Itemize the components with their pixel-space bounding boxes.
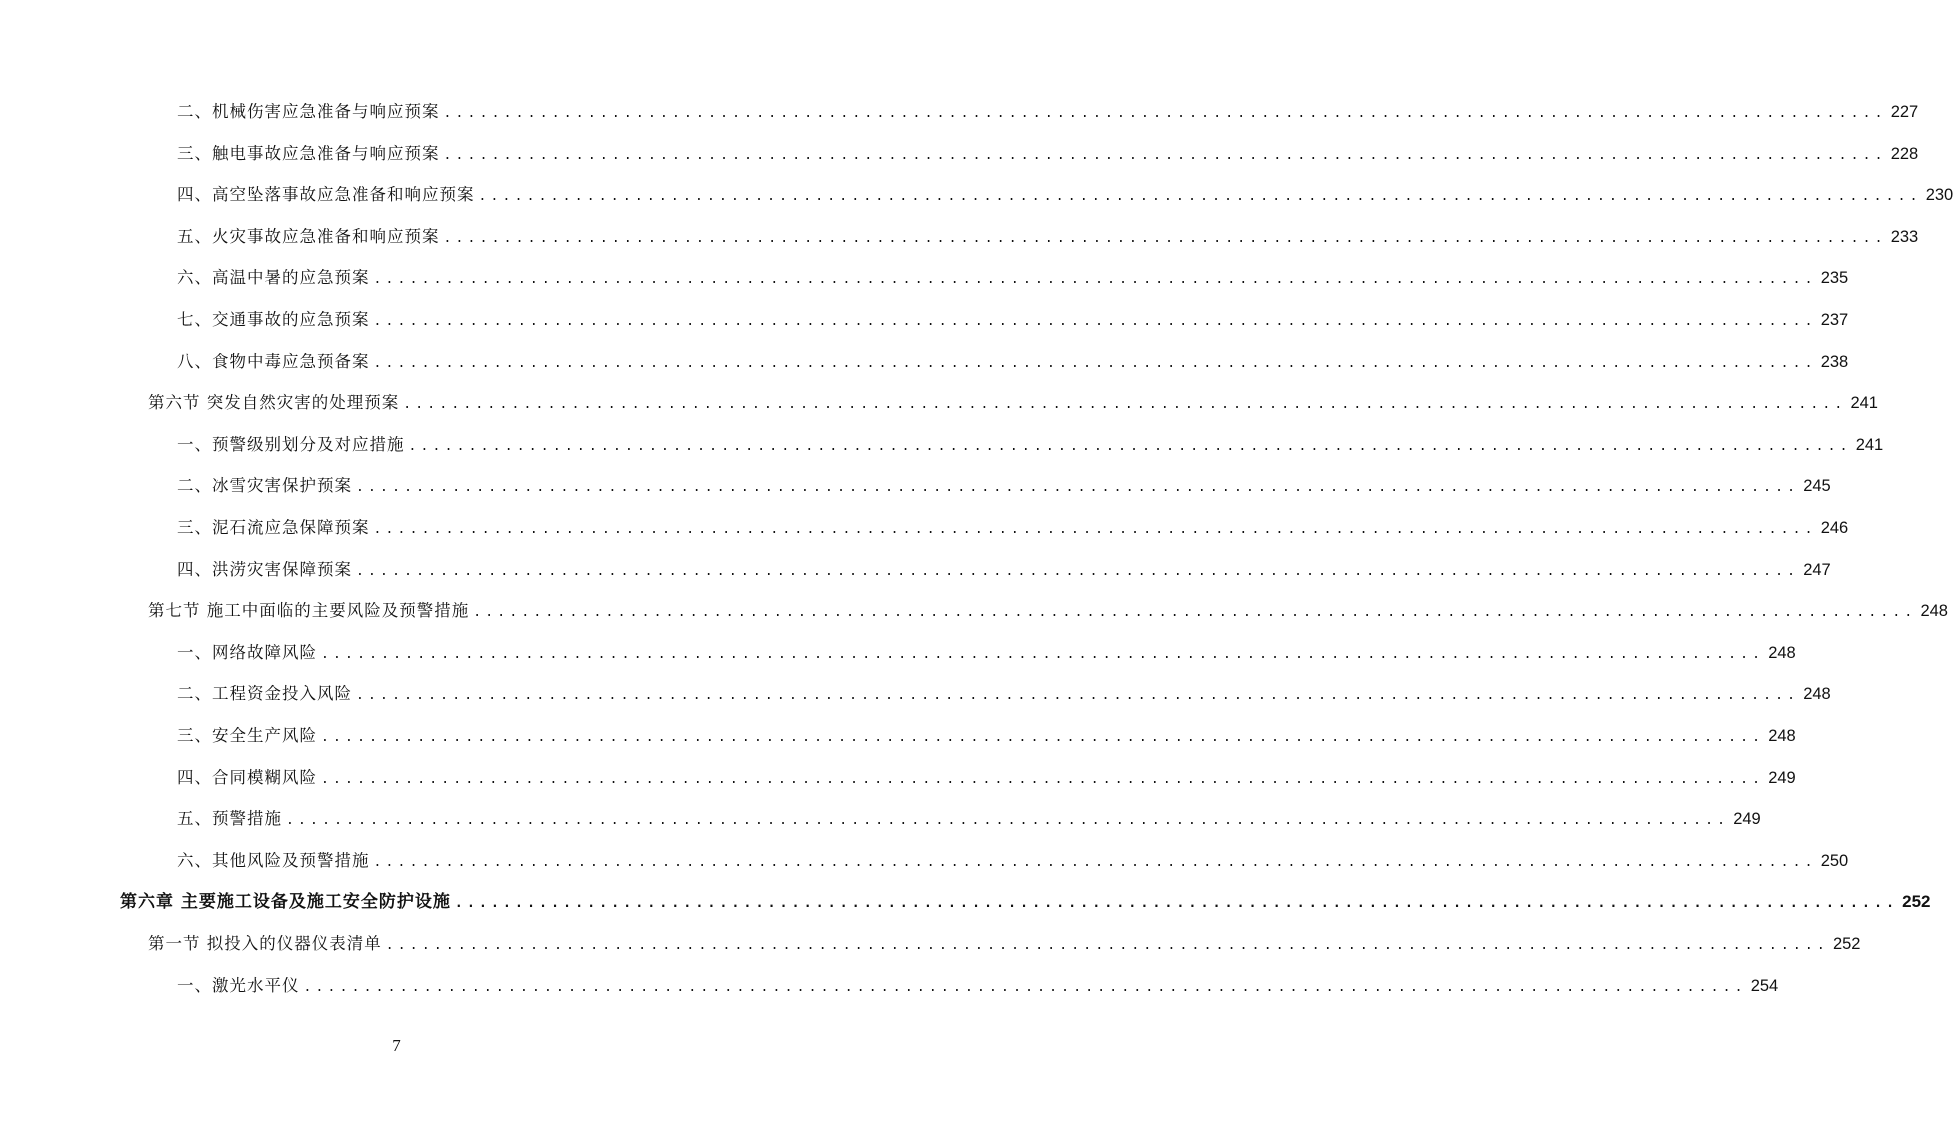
toc-entry-title: 四、高空坠落事故应急准备和响应预案: [177, 185, 475, 205]
toc-entry-title: 三、触电事故应急准备与响应预案: [177, 143, 440, 163]
toc-leader-dots: ........................................................................................................................: [385, 938, 1829, 953]
toc-entry[interactable]: [177, 347, 1849, 377]
toc-entry[interactable]: [148, 596, 1948, 626]
toc-leader-dots: ........................................................................................................................: [373, 854, 1817, 870]
toc-entry-page: 227: [1890, 103, 1919, 121]
toc-entry[interactable]: [177, 638, 1796, 668]
page-number: 7: [392, 1036, 401, 1055]
toc-entry-page: 228: [1890, 144, 1919, 163]
toc-entry-page: 248: [1768, 643, 1796, 662]
toc-entry-page: 241: [1850, 394, 1878, 413]
toc-entry-page: 237: [1820, 311, 1849, 329]
toc-entry-title: 二、工程资金投入风险: [177, 684, 352, 704]
toc-entry-page: 248: [1803, 685, 1831, 704]
toc-entry-title: 四、洪涝灾害保障预案: [177, 559, 352, 579]
toc-entry-title: 五、火灾事故应急准备和响应预案: [177, 226, 440, 246]
toc-leader-dots: ........................................................................................................................: [356, 688, 1800, 704]
toc-leader-dots: ........................................................................................................................: [321, 730, 1765, 745]
toc-entry[interactable]: [177, 763, 1796, 793]
toc-entry[interactable]: [177, 430, 1884, 460]
toc-leader-dots: ........................................................................................................................: [303, 979, 1747, 995]
toc-entry-title: 一、网络故障风险: [177, 642, 317, 662]
toc-leader-dots: ........................................................................................................................: [356, 480, 1800, 496]
toc-entry[interactable]: [177, 139, 1919, 169]
toc-entry-page: 254: [1750, 976, 1779, 995]
toc-entry-page: 247: [1803, 560, 1831, 579]
toc-leader-dots: ........................................................................................................................: [321, 646, 1765, 662]
toc-entry-title: 七、交通事故的应急预案: [177, 310, 370, 329]
toc-entry-page: 230: [1925, 186, 1953, 205]
toc-entry[interactable]: [177, 513, 1849, 543]
toc-entry[interactable]: [177, 97, 1919, 127]
toc-entry-title: 六、高温中暑的应急预案: [177, 268, 370, 288]
toc-entry-title: 第一节 拟投入的仪器仪表清单: [148, 934, 382, 953]
toc-leader-dots: ........................................................................................................................: [408, 438, 1852, 454]
toc-entry[interactable]: [177, 471, 1831, 501]
toc-leader-dots: ........................................................................................................................: [286, 813, 1730, 829]
toc-entry[interactable]: [148, 388, 1878, 418]
toc-leader-dots: ........................................................................................................................: [403, 397, 1847, 413]
toc-entry[interactable]: [177, 804, 1761, 834]
toc-entry-page: 245: [1803, 477, 1831, 496]
toc-entry-page: 248: [1920, 602, 1948, 621]
toc-leader-dots: ........................................................................................................................: [373, 272, 1817, 288]
toc-entry-title: 一、预警级别划分及对应措施: [177, 434, 405, 454]
toc-leader-dots: ........................................................................................................................: [478, 189, 1922, 205]
toc-entry[interactable]: [177, 222, 1919, 252]
toc-entry-title: 第六章 主要施工设备及施工安全防护设施: [120, 892, 451, 913]
toc-entry-page: 252: [1832, 935, 1861, 953]
toc-entry-page: 250: [1820, 851, 1849, 870]
toc-entry-page: 241: [1855, 435, 1884, 454]
toc-entry-title: 三、泥石流应急保障预案: [177, 518, 370, 537]
toc-entry-page: 248: [1768, 727, 1796, 745]
toc-entry-page: 249: [1768, 768, 1796, 787]
toc-entry-page: 252: [1902, 892, 1931, 912]
toc-entry[interactable]: [177, 555, 1831, 585]
toc-entry-title: 三、安全生产风险: [177, 726, 317, 745]
toc-leader-dots: ........................................................................................................................: [373, 314, 1817, 329]
toc-entry[interactable]: [177, 180, 1953, 210]
toc-leader-dots: ........................................................................................................................: [373, 355, 1817, 371]
toc-leader-dots: ........................................................................................................................: [443, 147, 1887, 163]
toc-entry-title: 二、机械伤害应急准备与响应预案: [177, 102, 440, 121]
toc-entry-title: 八、食物中毒应急预备案: [177, 351, 370, 371]
toc-entry[interactable]: [177, 846, 1849, 876]
toc-leader-dots: ........................................................................................................................: [473, 605, 1917, 621]
toc-entry-title: 五、预警措施: [177, 809, 282, 829]
toc-entry-title: 一、激光水平仪: [177, 975, 300, 995]
toc-entry-title: 六、其他风险及预警措施: [177, 850, 370, 870]
toc-leader-dots: ........................................................................................................................: [356, 563, 1800, 579]
toc-entry-page: 246: [1820, 519, 1849, 537]
toc-entry-page: 238: [1820, 352, 1849, 371]
toc-entry-title: 二、冰雪灾害保护预案: [177, 476, 352, 496]
toc-leader-dots: ........................................................................................................................: [454, 896, 1899, 912]
toc-entry[interactable]: [177, 263, 1849, 293]
toc-leader-dots: ........................................................................................................................: [443, 230, 1887, 246]
toc-entry[interactable]: [177, 305, 1849, 335]
toc-leader-dots: ........................................................................................................................: [321, 771, 1765, 787]
toc-entry-title: 四、合同模糊风险: [177, 767, 317, 787]
toc-entry-title: 第七节 施工中面临的主要风险及预警措施: [148, 601, 470, 621]
toc-entry-title: 第六节 突发自然灾害的处理预案: [148, 393, 400, 413]
toc-entry[interactable]: [148, 929, 1861, 959]
toc-entry-page: 235: [1820, 269, 1849, 288]
toc-entry[interactable]: [177, 679, 1831, 709]
toc-leader-dots: ........................................................................................................................: [373, 522, 1817, 537]
toc-entry-page: 249: [1733, 810, 1761, 829]
toc-entry[interactable]: [177, 971, 1779, 1001]
toc-entry[interactable]: [120, 887, 1931, 917]
toc-leader-dots: ........................................................................................................................: [443, 106, 1887, 121]
toc-entry[interactable]: [177, 721, 1796, 751]
toc-entry-page: 233: [1890, 227, 1919, 246]
